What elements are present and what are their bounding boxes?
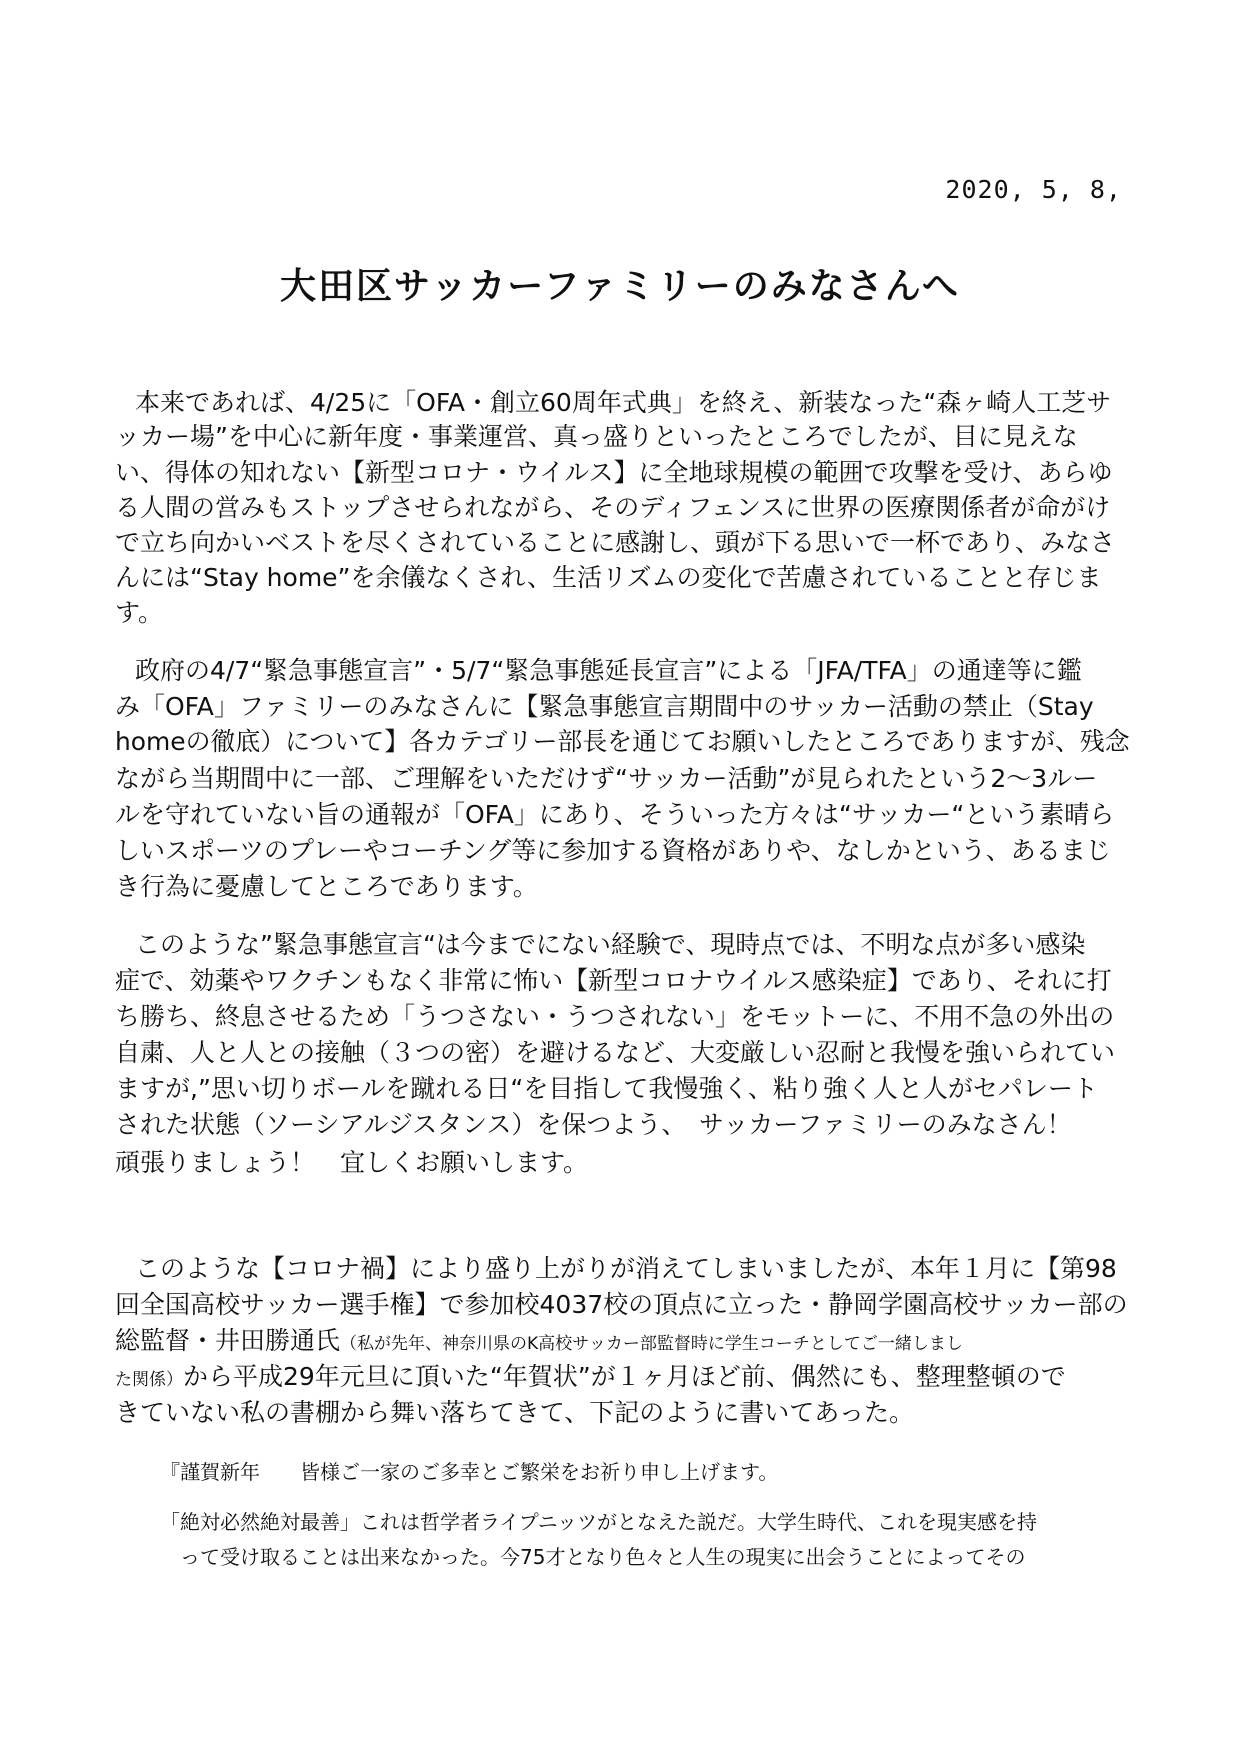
paragraph-3-line: このような”緊急事態宣言“は今までにない経験で、現時点では、不明な点が多い感染 <box>135 930 1086 959</box>
paragraph-3-line: された状態（ソーシアルジスタンス）を保つよう、 サッカーファミリーのみなさん！ <box>115 1110 1072 1139</box>
paragraph-3-line: ち勝ち、終息させるため「うつさない・うつされない」をモットーに、不用不急の外出の <box>115 1002 1115 1031</box>
paragraph-4-line: 回全国高校サッカー選手権】で参加校4037校の頂点に立った・静岡学園高校サッカー部の <box>115 1290 1128 1319</box>
paragraph-2-line: み「OFA」ファミリーのみなさんに【緊急事態宣言期間中のサッカー活動の禁止（Stay <box>115 692 1094 721</box>
paragraph-4-line <box>115 1364 1066 1389</box>
paragraph-1-line: で立ち向かいベストを尽くされていることに感謝し、頭が下る思いで一杯であり、みなさ <box>115 528 1116 557</box>
paragraph-2-line: しいスポーツのプレーやコーチング等に参加する資格がありや、なしかという、あるまじ <box>115 836 1111 865</box>
letter-title: 大田区サッカーファミリーのみなさんへ <box>279 266 961 307</box>
paragraph-4-line: このような【コロナ禍】により盛り上がりが消えてしまいましたが、本年１月に【第98 <box>135 1254 1117 1283</box>
paragraph-3-line: ますが,”思い切りボールを蹴れる日“を目指して我慢強く、粘り強く人と人がセパレート <box>115 1074 1098 1103</box>
paragraph-2-line: き行為に憂慮してところであります。 <box>115 872 538 901</box>
paragraph-4-text: 総監督・井田勝通氏 <box>115 1326 341 1355</box>
quote-line: 「絶対必然絶対最善」これは哲学者ライプニッツがとなえた説だ。大学生時代、これを現実感を持 <box>160 1510 1037 1534</box>
paragraph-4-note: （私が先年、神奈川県のK高校サッカー部監督時に学生コーチとしてご一緒しまし <box>340 1334 963 1354</box>
paragraph-2-line: 政府の4/7“緊急事態宣言”・5/7“緊急事態延長宣言”による「JFA/TFA」の通達等に鑑 <box>135 656 1082 685</box>
paragraph-2-line: ながら当期間中に一部、ご理解をいただけず“サッカー活動”が見られたという2～3ルー <box>115 764 1098 793</box>
paragraph-1-line: ッカー場”を中心に新年度・事業運営、真っ盛りといったところでしたが、目に見えな <box>115 422 1078 451</box>
quote-line: 『謹賀新年 皆様ご一家のご多幸とご繁栄をお祈り申し上げます。 <box>160 1460 779 1484</box>
paragraph-1-line: 本来であれば、4/25に「OFA・創立60周年式典」を終え、新装なった“森ヶ崎人工芝サ <box>135 388 1112 417</box>
paragraph-4-line: きていない私の書棚から舞い落ちてきて、下記のように書いてあった。 <box>115 1398 915 1427</box>
paragraph-3-line: 頑張りましょう！ 宜しくお願いします。 <box>115 1148 589 1177</box>
paragraph-2-line: homeの徹底）について】各カテゴリー部長を通じてお願いしたところでありますが、残念 <box>115 727 1130 756</box>
paragraph-4-note: た関係） <box>115 1370 183 1390</box>
paragraph-4-text: から平成29年元旦に頂いた“年賀状”が１ヶ月ほど前、偶然にも、整理整頓ので <box>183 1362 1066 1391</box>
paragraph-1-line: んには“Stay home”を余儀なくされ、生活リズムの変化で苦慮されていることと存じま <box>115 563 1102 592</box>
quote-line: って受け取ることは出来なかった。今75才となり色々と人生の現実に出会うことによってその <box>180 1545 1026 1569</box>
paragraph-3-line: 症で、効薬やワクチンもなく非常に怖い【新型コロナウイルス感染症】であり、それに打 <box>115 966 1112 995</box>
letter-date: 2020, 5, 8, <box>945 175 1122 204</box>
paragraph-1-line: い、得体の知れない【新型コロナ・ウイルス】に全地球規模の範囲で攻撃を受け、あらゆ <box>115 458 1113 487</box>
paragraph-1-line: る人間の営みもストップさせられながら、そのディフェンスに世界の医療関係者が命がけ <box>115 493 1111 522</box>
paragraph-2-line: ルを守れていない旨の通報が「OFA」にあり、そういった方々は“サッカー“という素晴ら <box>115 800 1115 829</box>
paragraph-1-line: す。 <box>115 598 164 627</box>
paragraph-3-line: 自粛、人と人との接触（３つの密）を避けるなど、大変厳しい忍耐と我慢を強いられてい <box>115 1038 1116 1067</box>
paragraph-4-line <box>115 1328 963 1353</box>
